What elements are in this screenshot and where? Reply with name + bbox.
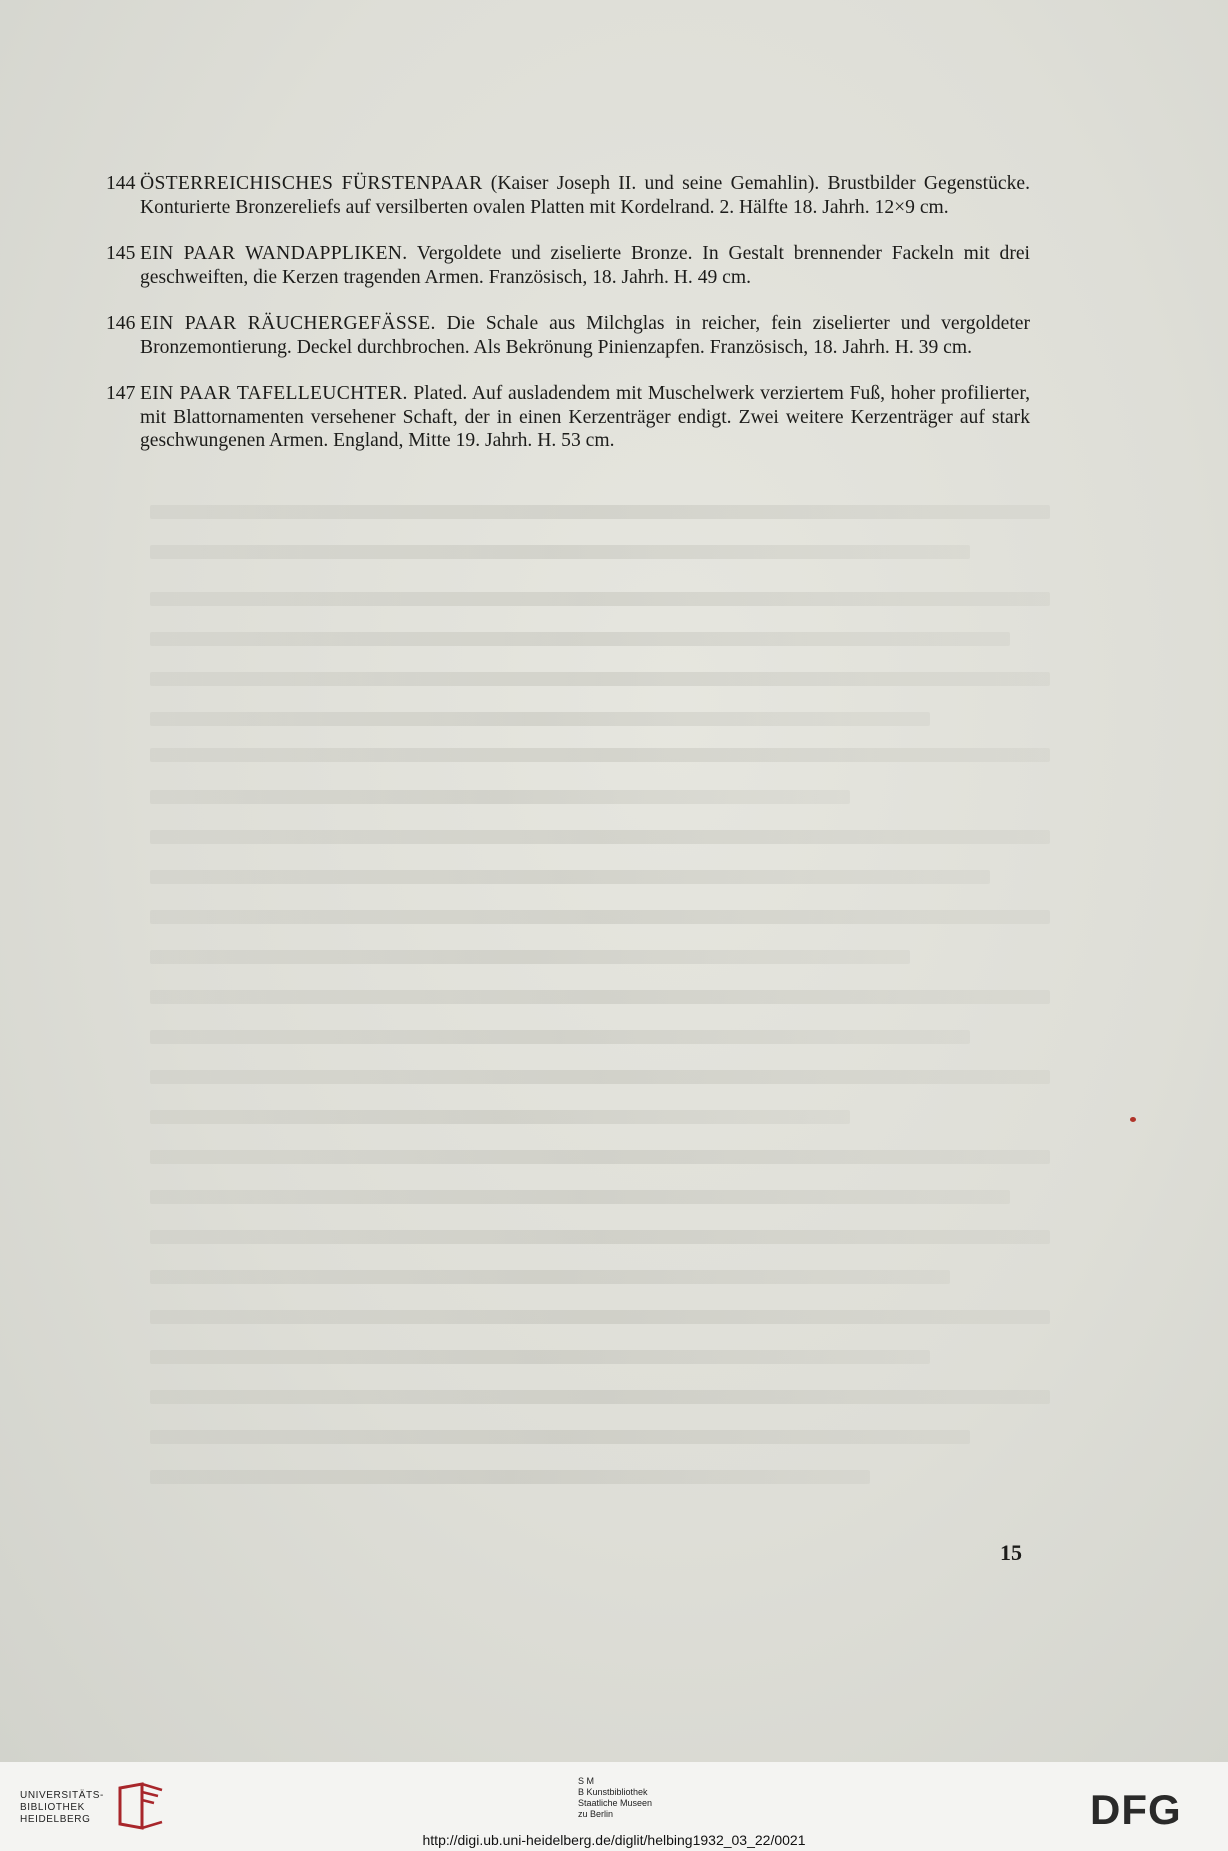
bleed-through-line	[150, 1270, 950, 1284]
permalink-url[interactable]: http://digi.ub.uni-heidelberg.de/diglit/helbing1932_03_22/0021	[422, 1832, 806, 1848]
entry-description: (Kaiser Joseph II. und seine Gemahlin). Brustbilder Gegenstücke. Konturierte Bronzereliefs auf versilberten ovalen Platten mit Kordelrand. 2. Hälfte 18. Jahrh. 12×9 cm.	[140, 173, 1030, 218]
bleed-through-line	[150, 1190, 1010, 1204]
ink-speck	[1130, 1117, 1136, 1122]
university-name-line: HEIDELBERG	[20, 1814, 91, 1825]
catalog-entry	[106, 172, 1030, 219]
entry-title: EIN PAAR TAFELLEUCHTER.	[140, 383, 408, 404]
bleed-through-line	[150, 990, 1050, 1004]
university-name-line: BIBLIOTHEK	[20, 1802, 85, 1813]
bleed-through-line	[150, 1150, 1050, 1164]
bleed-through-line	[150, 632, 1010, 646]
university-library-logo[interactable]	[20, 1782, 160, 1838]
smb-kunstbibliothek-logo[interactable]	[578, 1776, 652, 1820]
viewer-footer	[0, 1762, 1228, 1851]
smb-line: B Kunstbibliothek	[578, 1787, 648, 1797]
university-name-line: UNIVERSITÄTS-	[20, 1790, 104, 1801]
bleed-through-line	[150, 910, 1050, 924]
entry-title: ÖSTERREICHISCHES FÜRSTENPAAR	[140, 173, 483, 194]
bleed-through-line	[150, 1310, 1050, 1324]
bleed-through-line	[150, 950, 910, 964]
bleed-through-line	[150, 545, 970, 559]
bleed-through-line	[150, 790, 850, 804]
entry-number: 146	[106, 313, 136, 334]
bleed-through-line	[150, 1430, 970, 1444]
catalog-entry	[106, 312, 1030, 359]
catalog-entries	[106, 172, 1030, 476]
bleed-through-line	[150, 830, 1050, 844]
bleed-through-line	[150, 1070, 1050, 1084]
university-library-name	[20, 1790, 104, 1826]
bleed-through-line	[150, 1030, 970, 1044]
entry-title: EIN PAAR WANDAPPLIKEN.	[140, 243, 408, 264]
dfg-logo[interactable]: DFG	[1090, 1786, 1182, 1833]
bleed-through-line	[150, 672, 1050, 686]
bleed-through-line	[150, 1350, 930, 1364]
entry-number: 145	[106, 243, 136, 264]
bleed-through-line	[150, 1390, 1050, 1404]
entry-title: EIN PAAR RÄUCHERGEFÄSSE.	[140, 313, 436, 334]
entry-description: Die Schale aus Milchglas in reicher, fein ziselierter und vergoldeter Bronzemontierung. Deckel durchbrochen. Als Bekrönung Pinienzapfen. Französisch, 18. Jahrh. H. 39 cm.	[140, 313, 1030, 358]
bleed-through-line	[150, 870, 990, 884]
smb-line: zu Berlin	[578, 1809, 614, 1819]
bleed-through-line	[150, 1230, 1050, 1244]
bleed-through-line	[150, 592, 1050, 606]
page-number: 15	[1000, 1540, 1022, 1565]
bleed-through-line	[150, 712, 930, 726]
bleed-through-line	[150, 1470, 870, 1484]
smb-line: Staatliche Museen	[578, 1798, 653, 1808]
catalog-entry	[106, 382, 1030, 453]
library-emblem-icon	[114, 1782, 170, 1832]
entry-description: Plated. Auf ausladendem mit Muschelwerk verziertem Fuß, hoher profilierter, mit Blattornamenten versehener Schaft, der in einen Kerzenträger endigt. Zwei weitere Kerzenträger auf stark geschwungenen Armen. England, Mitte 19. Jahrh. H. 53 cm.	[140, 383, 1030, 451]
bleed-through-line	[150, 505, 1050, 519]
entry-number: 147	[106, 383, 136, 404]
entry-number: 144	[106, 173, 136, 194]
catalog-entry	[106, 242, 1030, 289]
bleed-through-line	[150, 1110, 850, 1124]
entry-description: Vergoldete und ziselierte Bronze. In Gestalt brennender Fackeln mit drei geschweiften, die Kerzen tragenden Armen. Französisch, 18. Jahrh. H. 49 cm.	[140, 243, 1030, 288]
smb-line: S M	[578, 1776, 595, 1786]
bleed-through-line	[150, 748, 1050, 762]
